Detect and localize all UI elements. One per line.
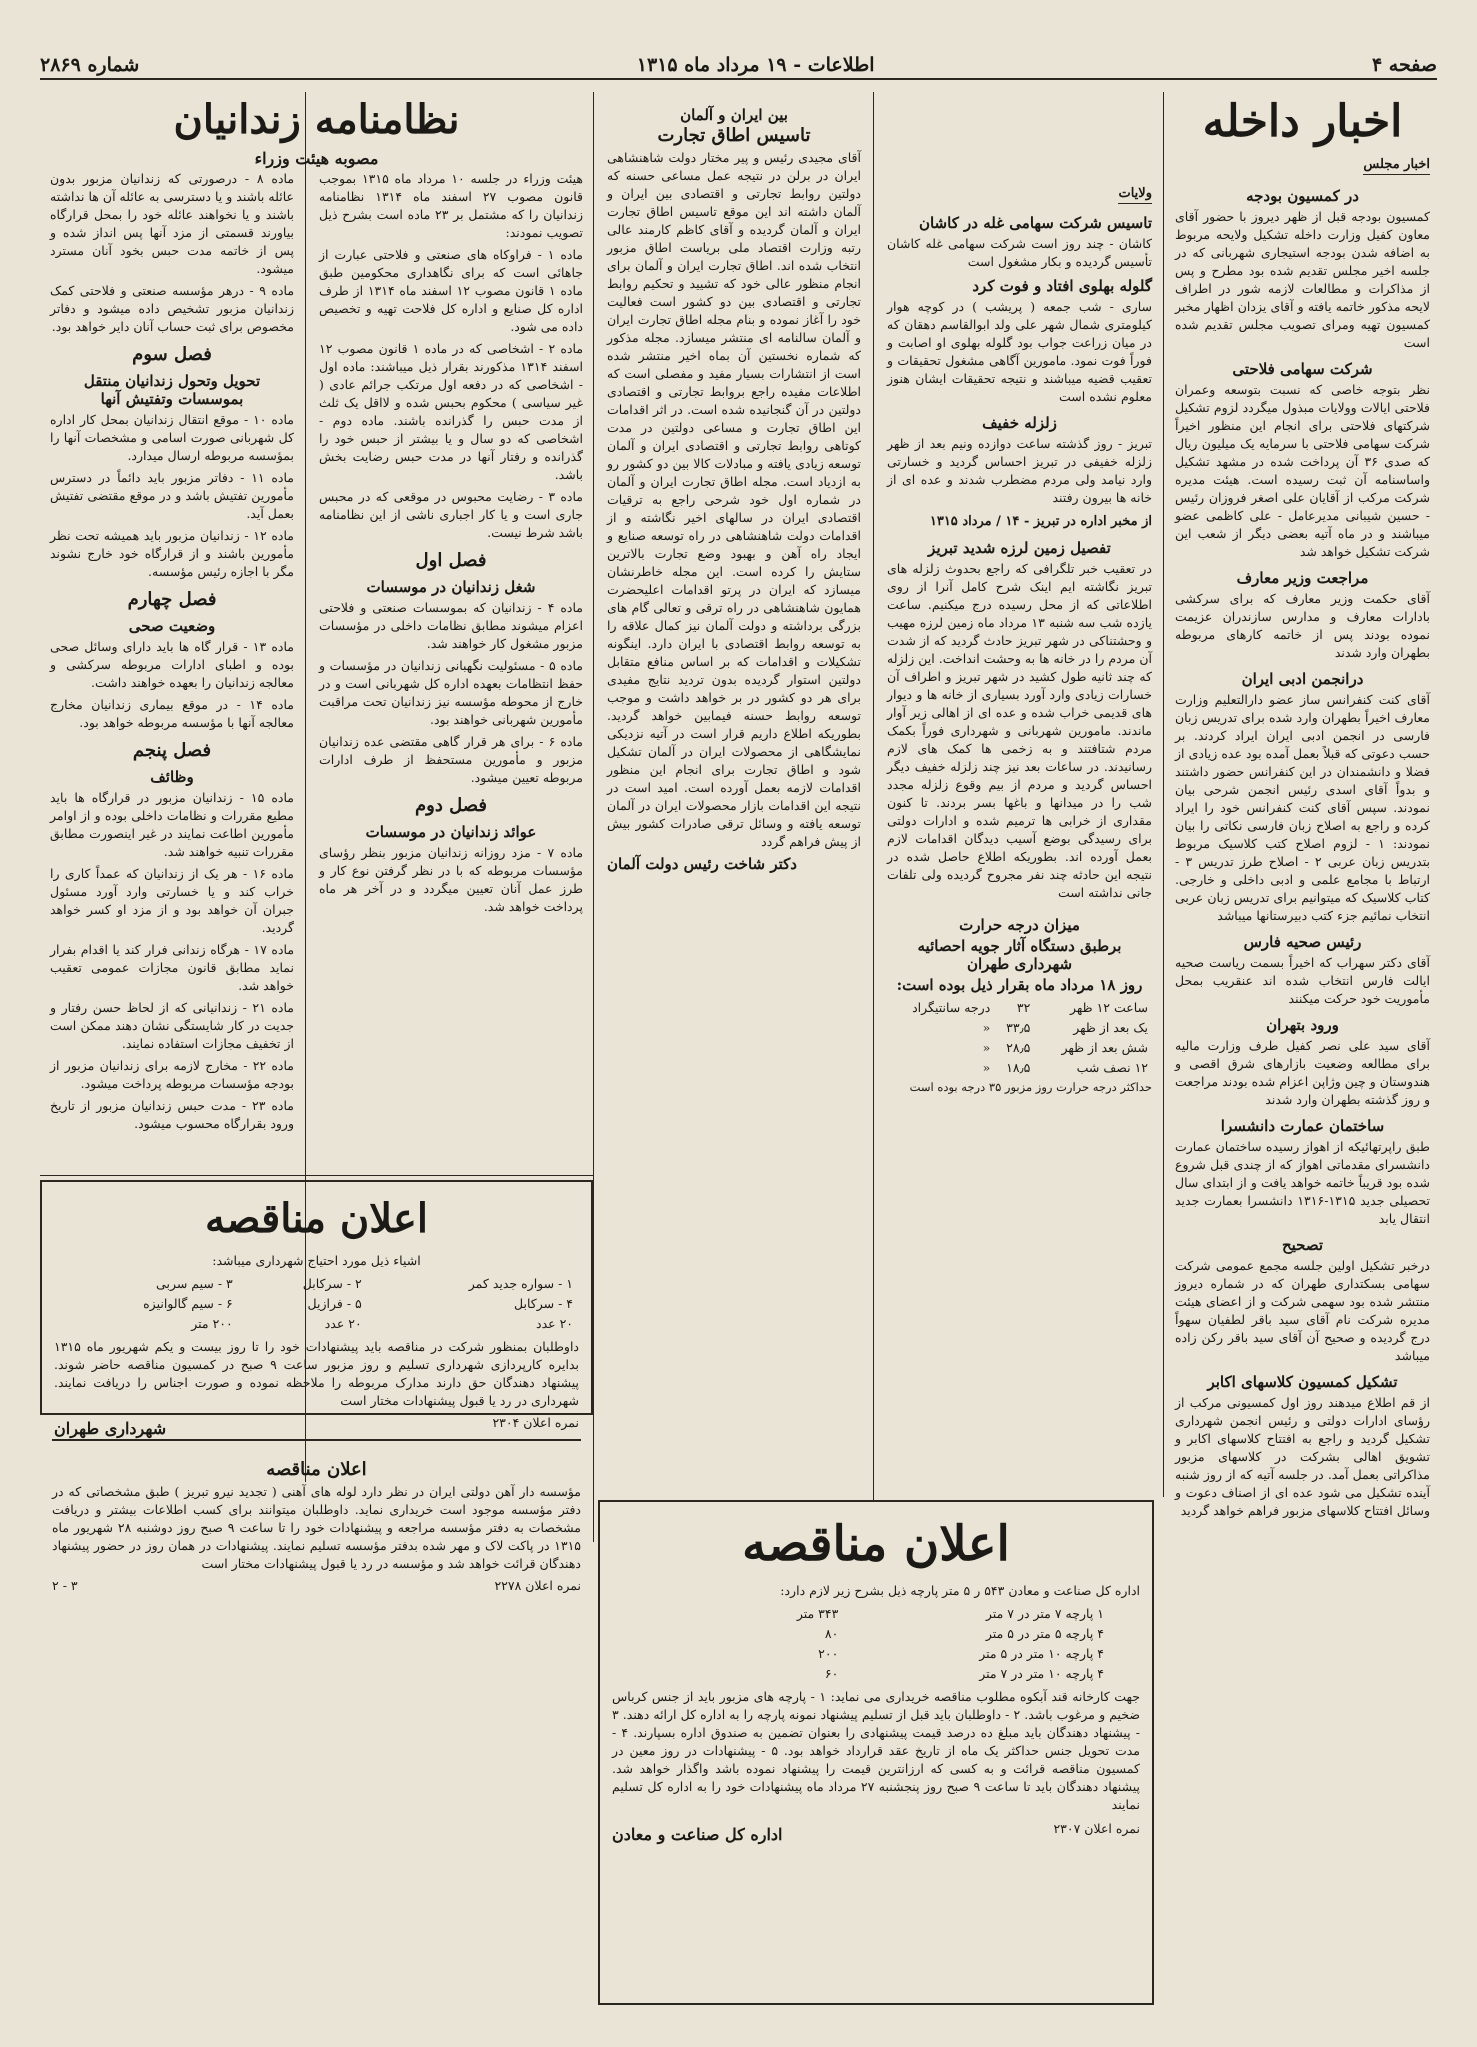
domestic-news-column [1165,90,1440,2040]
article-body: از قم اطلاع میدهند روز اول کمسیونی مرکب از رؤسای ادارات دولتی و رئیس انجمن شهرداری تشکیل گردید و راجع به افتتاح کلاسهای اکابر و تشویق اهالی بشرکت در کلاسهای مزبور مذاکراتی بعمل آمد. در جلسه آتیه که از روز شنبه آینده تشکیل می شود عده ای از اصناف دعوت و وسائل افتتاح کلاسهای مزبور فراهم خواهد گردید [1175,1395,1430,1518]
table-cell: ساعت ۱۲ ظهر [1069,1000,1148,1015]
table-cell: ۸۰ [824,1626,839,1641]
table-cell: یک بعد از ظهر [1073,1020,1148,1035]
regulation-subtitle: مصوبه هیئت وزراء [254,149,379,168]
table-row [54,1274,579,1294]
table-cell: ۳۳٫۵ [1006,1020,1031,1035]
regulation-article: ماده ۲ - اشخاصی که در ماده ۱ قانون مصوب ۱۲ اسفند ۱۳۱۴ مذکورند بقرار ذیل میباشند: ماده اول - اشخاصی که در دفعه اول مرتکب جرائم عادی ( غیر سیاسی ) محکوم بحبس شده و لااقل یک ثلث از مدت حبس را گذرانده باشند. ماده دوم - اشخاصی که دو سال و یا بیشتر از حبس خود را گذرانده و رفتار آنها در مدت حبس رضایت بخش باشد. [319,341,584,482]
tender-ad-municipality [40,1180,593,1438]
article-signature: دکتر شاخت رئیس دولت آلمان [607,855,797,873]
regulation-article: ماده ۸ - درصورتی که زندانیان مزبور بدون عائله باشند و یا دسترسی به عائله آن ها نداشته باشند و یا نخواهند عائله خود را بمحل قرارگاه بیاورند قسمتی از مزد آنها پس انداز شده و پس از خاتمه مدت حبس بخود آنان مسترد میشود. [50,171,295,276]
article-kicker: بین ایران و آلمان [680,106,788,124]
column-rule [873,92,874,1502]
section-tag: اخبار مجلس [1363,156,1430,175]
table-cell: « [982,1060,991,1075]
table-row [54,1314,579,1334]
table-row [740,1624,1110,1644]
ad-footer [52,1577,581,1595]
regulation-title: نظامنامه زندانیان [173,96,460,143]
dateline: از مخبر اداره در تبریز - ۱۴ / مرداد ۱۳۱۵ [929,514,1152,529]
article-body: در تعقیب خبر تلگرافی که راجع بحدوث زلزله های تبریز نگاشته ایم اینک شرح کامل آنرا از روی اطلاعاتی که از محل رسیده درج میکنیم. ساعت یازده شب سه شنبه ۱۳ مرداد ماه زمین لرزه مهیب و وحشتناکی در شهر تبریز حادث گردید که از شدت آن مردم را در خانه ها به وحشت انداخت. این زلزله که چند ثانیه طول کشید در شهر تبریز و اطراف آن خسارات زیادی وارد آورد بسیاری از خانه ها و دیوار های قدیمی خراب شده و عده ای از اهالی زیر آوار ماندند. مامورین شهربانی و شهرداری فوراً بکمک مردم شتافتند و به زخمی ها کمک های لازم رسانیدند. در ساعات بعد نیز چند زلزله خفیف دیگر احساس گردید و مردم از بیم وقوع زلزله مجدد شب را در میدانها و باغها بسر بردند. تا کنون مقداری از خرابی ها ترمیم شده و ادارات دولتی برای رسیدگی بوضع آسیب دیدگان اقدامات لازم بعمل آورده اند. بطوریکه اطلاع حاصل شده در نتیجه این حادثه چند نفر مجروح گردیده ولی تلفات جانی نداشته است [887,561,1152,900]
table-row [740,1664,1110,1684]
ad-title: اعلان مناقصه [742,1516,1010,1572]
table-cell: ۳۲ [1016,1000,1031,1015]
table-cell: « [982,1020,991,1035]
table-cell: ۲۰۰ متر [191,1316,233,1331]
regulation-article: ماده ۶ - برای هر قرار گاهی مقتضی عده زندانیان مزبور و مأمورین مستحفظ از طرف ادارات مربوطه تعیین میشود. [319,734,583,785]
temperature-date: روز ۱۸ مرداد ماه بقرار ذیل بوده است: [896,976,1143,994]
temperature-headline: میزان درجه حرارت [959,916,1080,934]
table-cell: ۲۰ عدد [536,1316,573,1331]
table-cell: ۴ پارچه ۱۰ متر در ۷ متر [979,1666,1104,1681]
article-headline: رئیس صحیه فارس [1243,933,1362,951]
provinces-column [877,90,1162,1500]
regulation-article: ماده ۱۵ - زندانیان مزبور در قرارگاه ها باید مطیع مقررات و نظامات داخلی بوده و از اوامر مأمورین اطاعت نمایند در غیر اینصورت مطابق مقررات تنبیه خواهند شد. [50,790,295,859]
article-headline: ورود بتهران [1266,1016,1339,1034]
table-cell: ۴ - سرکابل [514,1296,573,1311]
regulation-column-left [40,170,304,1170]
regulation-section-heading: فصل اول [415,550,487,571]
table-cell: ۴ پارچه ۵ متر در ۵ متر [985,1626,1104,1641]
regulation-article: ماده ۱۰ - موقع انتقال زندانیان بمحل کار اداره کل شهربانی صورت اسامی و مشخصات آنها را بمؤسسه مربوطه ارسال میدارد. [50,412,295,463]
regulation-article: ماده ۱ - فراوکاه های صنعتی و فلاحتی عبارت از جاهائی است که برای نگاهداری محکومین طبق ماده ۱ قانون مصوب ۱۲ اسفند ماه ۱۳۱۴ از طرف اداره کل صنایع و اداره کل فلاحت تهیه و تخصیص داده می شود. [319,247,584,334]
ad-code: ۳ - ۲ [52,1578,78,1593]
article-body: کاشان - چند روز است شرکت سهامی غله کاشان تأسیس گردیده و بکار مشغول است [887,236,1152,269]
article-headline: تفصیل زمین لرزه شدید تبریز [928,539,1111,557]
article-body: آقای سید علی نصر کفیل طرف وزارت مالیه برای مطالعه وضعیت بازارهای شرق اقصی و هندوستان و چین وژاپن اعزام شده بودند مراجعت و روز گذشته بطهران وارد شدند [1175,1038,1430,1107]
table-row [887,998,1152,1018]
ad-number: نمره اعلان ۲۳۰۷ [1053,1821,1140,1836]
ad-title: اعلان مناقصه [204,1195,429,1242]
table-cell: درجه سانتیگراد [912,1000,991,1015]
ad-footer [612,1820,1140,1844]
table-cell: « [982,1040,991,1055]
table-cell: ۱ - سواره جدید کمر [468,1276,573,1291]
table-row [54,1294,579,1314]
regulation-article: ماده ۱۲ - زندانیان مزبور باید همیشه تحت نظر مأمورین باشند و از قرارگاه خود خارج نشوند مگر با اجازه رئیس مؤسسه. [50,528,294,579]
article-headline: تشکیل کمسیون کلاسهای اکابر [1207,1373,1398,1391]
table-cell: ۲۰ عدد [324,1316,362,1331]
regulation-article: ماده ۱۴ - در موقع بیماری زندانیان مخارج معالجه آنها با مؤسسه مربوطه خواهد بود. [50,697,294,730]
regulation-article: ماده ۲۱ - زندانیانی که از لحاظ حسن رفتار و جدیت در کار شایستگی نشان دهند ممکن است از تخفیف مجازات استفاده نمایند. [50,1000,295,1051]
article-body: تبریز - روز گذشته ساعت دوازده ونیم بعد از ظهر زلزله خفیفی در تبریز احساس گردید و خسارتی وارد نیامد ولی مردم مضطرب شدند و عده ای از خانه ها بیرون رفتند [887,436,1152,505]
ad-intro: اداره کل صناعت و معادن ۵۴۳ ر ۵ متر پارچه ذیل بشرح زیر لازم دارد: [780,1583,1140,1598]
masthead [40,52,1437,80]
tender-ad-railway [40,1425,593,2005]
table-cell: ۱۲ نصف شب [1076,1060,1148,1075]
table-cell: ۱۸٫۵ [1006,1060,1031,1075]
regulation-article: ماده ۱۳ - قرار گاه ها باید دارای وسائل صحی بوده و اطبای ادارات مربوطه سرکشی و معالجه زندانیان را بعهده خواهند داشت. [50,639,294,690]
ad-items-table [740,1604,1110,1684]
table-cell: ۲ - سرکابل [302,1276,362,1291]
regulation-article: ماده ۱۶ - هر یک از زندانیان که عمداً کاری را خراب کند و یا خسارتی وارد آورد مسئول جبران آن خواهد بود و از مزد او کسر خواهد گردید. [50,866,294,935]
regulation-article: ماده ۱۱ - دفاتر مزبور باید دائماً در دسترس مأمورین تفتیش باشد و در موقع مقتضی تفتیش بعمل آید. [50,470,295,521]
article-body: کمسیون بودجه قبل از ظهر دیروز با حضور آقای معاون کفیل وزارت داخله تشکیل ولایحه مربوط به اضافه شدن بودجه استیجاری شهربانی که در جلسه اخیر مجلس تقدیم شده بود مطرح و پس از مذاکرات و مطالعات لازمه شور در اطراف لایحه مذکور خاتمه یافته و آقای یزدان اظهار مخبر کمسیون تهیه ومرای تصویب مجلس تقدیم شده است [1175,209,1430,350]
article-headline: تصحیح [1281,1236,1324,1254]
divider [52,1439,581,1441]
article-body: طبق راپرتهائیکه از اهواز رسیده ساختمان عمارت دانشسرای مقدماتی اهواز که از چندی قبل شروع شده بود قریباً خاتمه خواهد یافت و از ابتدای سال تحصیلی جدید ۱۳۱۵-۱۳۱۶ دانشسرا بعمارت جدید انتقال یابد [1175,1139,1430,1226]
ad-body: داوطلبان بمنظور شرکت در مناقصه باید پیشنهادات خود را تا روز بیست و یکم شهریور ماه ۱۳۱۵ بدایره کارپردازی شهرداری تسلیم و روز مزبور ساعت ۹ صبح در کمسیون مناقصه حاضر شوند. پیشنهاد دهندگان حق دارند مدارک مربوطه را ملاحظه نموده و صورت اجناس را دریافت نمایند. شهرداری در رد یا قبول پیشنهادات مختار است [54,1339,580,1408]
article-headline: شرکت سهامی فلاحتی [1232,360,1373,378]
article-body: آقای دکتر سهراب که اخیراً بسمت ریاست صحیه ایالت فارس انتخاب شده اند عنقریب بمحل مأموریت خود حرکت میکنند [1175,955,1430,1006]
article-body: آقای مجیدی رئیس و پیر مختار دولت شاهنشاهی ایران در برلن در نتیجه عمل مساعی حسنه که دولتین روابط تجارتی و اقتصادی بین ایران و آلمان داشته اند این موقع تاسیس اطاق تجارت ایران و آلمان گردیده و آقای کاظم کارمند عالی رتبه وزارت اقتصاد ملی بریاست اطاق مزبور انتخاب شده اند. اطاق تجارت ایران و آلمان برای انجام منظور عالی خود که تشیید و تحکیم روابط تجارتی و اقتصادی بین دو کشور است فعالیت خود را آغاز نموده و بنام مجله اطاق تجارت ایران و آلمان سالنامه ای منتشر میسازد. مجله مذکور که شماره نخستین آن بماه اخیر منتشر شده است از انتشارات بسیار مفید و مفصلی است که اطلاعات مفیده راجع بروابط تجارتی و اقتصادی دولتین در آن گنجانیده شده است. در اثر اقدامات این اطاق تجارت و مساعی دولتین در مدت کوتاهی روابط تجارتی و اقتصادی ایران و آلمان توسعه زیادی یافته و مبادلات کالا بین دو کشور رو به ازدیاد است. مجله اطاق تجارت ایران و آلمان در شماره اول خود شرحی راجع به ترقیات اقتصادی ایران در سالهای اخیر نگاشته و از اقدامات دولت شاهنشاهی در راه توسعه صنایع و ایجاد راه آهن و بهبود وضع تجارت بالاترین ستایش را کرده است. این مجله خاطرنشان میسازد که ایران در پرتو اقدامات اعلیحضرت همایون شاهنشاهی در راه ترقی و تعالی گام های بزرگی برداشته و دولت آلمان نیز کمال علاقه را به توسعه روابط اقتصادی با ایران دارد. اینگونه تشکیلات و اقدامات که بر اساس منافع متقابل دولتین استوار گردیده بدون تردید نتایج مفیدی برای هر دو کشور در بر خواهد داشت و موجب توسعه روابط حسنه فیمابین خواهد گردید. بطوریکه اطلاع داریم قرار است در آتیه نزدیکی نمایشگاهی از محصولات ایران در آلمان تشکیل شود و اطاق تجارت برای انجام این منظور اقدامات لازمه بعمل آورده است. امید است در نتیجه این اقدامات بازار محصولات ایران در آلمان توسعه یافته و وسائل ترقی صادرات کشور بیش از پیش فراهم گردد [607,150,861,849]
ad-number: نمره اعلان ۲۲۷۸ [494,1578,581,1593]
article-body: درخبر تشکیل اولین جلسه مجمع عمومی شرکت سهامی بسکتداری طهران که در شماره دیروز منتشر شده بود سهمی شرکت و از اعضای هیئت مدیره شرکت نام آقای سید باقر لطفیان سهواً درج گردیده و صحیح آن آقای سید باقر رکن زاده میباشد [1175,1258,1430,1363]
regulation-section-heading: تحویل وتحول زندانیان منتقل بموسسات وتفتیش آنها [83,372,261,408]
article-headline: تاسیس شرکت سهامی غله در کاشان [918,214,1152,232]
article-headline: زلزله خفیف [982,414,1057,432]
regulation-article: ماده ۹ - درهر مؤسسه صنعتی و فلاحتی کمک زندانیان مزبور تشخیص داده میشود و دفاتر مخصوص برای ثبت حساب آنان دایر خواهد بود. [50,283,295,334]
table-cell: ۲۰۰ [818,1646,839,1661]
regulation-section-heading: وضعیت صحی [128,617,216,635]
table-cell: ۵ - فرازیل [307,1296,362,1311]
article-body: آقای حکمت وزیر معارف که برای سرکشی بادارات معارف و مدارس سازندران عزیمت نموده بودند پس از خاتمه کارهای مربوطه بطهران وارد شدند [1175,591,1430,660]
regulation-article: ماده ۲۳ - مدت حبس زندانیان مزبور از تاریخ ورود بقرارگاه محسوب میشود. [50,1098,294,1131]
table-cell: شش بعد از ظهر [1061,1040,1148,1055]
article-headline: ساختمان عمارت دانشسرا [1220,1117,1385,1135]
ad-intro: اشیاء ذیل مورد احتیاج شهرداری میباشد: [212,1253,421,1268]
regulation-section-heading: شغل زندانیان در موسسات [366,578,536,596]
table-cell: ۳ - سیم سربی [156,1276,233,1291]
table-cell: ۶۰ [824,1666,839,1681]
column-rule [1163,92,1164,1497]
column-rule [593,92,594,1542]
regulation-article: ماده ۳ - رضایت محبوس در موقعی که در محبس جاری است و یا کار اجباری ناشی از این نظامنامه باشد شرط نیست. [319,489,584,540]
table-cell: ۳۴۳ متر [796,1606,839,1621]
regulation-section-heading: فصل چهارم [127,589,217,610]
ad-number: نمره اعلان ۲۳۰۴ [492,1415,579,1430]
issue-date: اطلاعات - ۱۹ مرداد ماه ۱۳۱۵ [636,54,875,76]
regulation-article: ماده ۴ - زندانیان که بموسسات صنعتی و فلاحتی اعزام میشوند مطابق نظامات داخلی در مؤسسات مزبور مشغول کار خواهند شد. [319,600,583,651]
article-body: ساری - شب جمعه ( پریشب ) در کوچه هوار کیلومتری شمال شهر علی ولد ابوالقاسم دهقان که در میان زراعت جواب بود گلوله بهلوی او اصابت و فوراً فوت نمود. مامورین آگاهی مشغول تحقیقات و تعقیب قضیه میباشند و نتیجه تحقیقات ایشان هنوز معلوم نشده است [887,299,1152,404]
ad-body: مؤسسه دار آهن دولتی ایران در نظر دارد لوله های آهنی ( تجدید نیرو تبریز ) طبق مشخصاتی که در دفتر مؤسسه موجود است خریداری نماید. داوطلبان میتوانند برای کسب اطلاعات بیشتر و دریافت مشخصات به دفتر مؤسسه مراجعه و پیشنهادات خود را تا ساعت ۹ صبح روز دوشنبه ۲۸ شهریور ماه ۱۳۱۵ در پاکت لاک و مهر شده بدفتر مؤسسه تسلیم نمایند. پیشنهادات در همان روز در حضور پیشنهاد دهندگان قرائت خواهد شد و مؤسسه در رد یا قبول پیشنهادات مختار است [52,1484,582,1571]
table-cell: ۲۸٫۵ [1006,1040,1031,1055]
ad-signature: اداره کل صناعت و معادن [612,1825,783,1844]
regulation-article: ماده ۷ - مزد روزانه زندانیان مزبور بنظر رؤسای مؤسسات مربوطه که با در نظر گرفتن نوع کار و طرز عمل آنان تعیین میگردد و در آخر هر ماه پرداخت خواهد شد. [319,845,584,914]
ad-body: جهت کارخانه قند آبکوه مطلوب مناقصه خریداری می نماید: ۱ - پارچه های مزبور باید از جنس کرباس ضخیم و مرغوب باشد. ۲ - داوطلبان باید قبل از تسلیم پیشنهاد نمونه پارچه را به اداره کل ارائه دهند. ۳ - پیشنهاد دهندگان باید مبلغ ده درصد قیمت پیشنهادی را بعنوان تضمین به صندوق اداره بسپارند. ۴ - مدت تحویل جنس حداکثر یک ماه از تاریخ عقد قرارداد خواهد بود. ۵ - پیشنهادات در روز معین در کمسیون مناقصه قرائت و به کسی که ارزانترین قیمت را پیشنهاد نموده باشد واگذار خواهد شد. پیشنهاد دهندگان باید تا ساعت ۹ صبح روز پنجشنبه ۲۷ مرداد ماه پیشنهادات خود را به اداره کل تسلیم نمایند [612,1689,1140,1812]
trade-column [597,90,871,1500]
tender-ad-industry [598,1500,1154,2005]
regulation-intro: هیئت وزراء در جلسه ۱۰ مرداد ماه ۱۳۱۵ بموجب قانون مصوب ۲۷ اسفند ماه ۱۳۱۴ نظامنامه زندانیان را که مشتمل بر ۲۳ ماده است بشرح ذیل تصویب نمودند: [319,171,584,240]
page-number: صفحه ۴ [1371,54,1437,76]
table-row [887,1058,1152,1078]
article-headline: درانجمن ادبی ایران [1241,670,1364,688]
regulation-column-right [309,170,593,1170]
section-tag: ولایات [1118,185,1152,204]
table-row [740,1644,1110,1664]
table-cell: ۶ - سیم گالوانیزه [143,1296,233,1311]
regulation-section-heading: فصل دوم [415,795,487,816]
article-headline: گلوله بهلوی افتاد و فوت کرد [972,277,1152,295]
regulation-articles [50,170,294,1133]
issue-number: شماره ۲۸۶۹ [40,54,140,76]
table-row [887,1018,1152,1038]
column-rule [40,1175,593,1176]
domestic-news-banner: اخبار داخله [1202,96,1403,147]
ad-items-table [54,1274,579,1334]
regulation-section-heading: عوائد زندانیان در موسسات [365,823,537,841]
regulation-article: ماده ۱۷ - هرگاه زندانی فرار کند یا اقدام بفرار نماید مطابق قانون مجازات عمومی تعقیب خواهد شد. [50,942,295,993]
regulation-section-heading: وظائف [150,768,194,786]
regulation-section-heading: فصل پنجم [132,740,212,761]
temperature-table [887,998,1152,1078]
table-cell: ۴ پارچه ۱۰ متر در ۵ متر [979,1646,1104,1661]
article-headline: مراجعت وزیر معارف [1236,569,1369,587]
article-body: نظر بتوجه خاصی که نسبت بتوسعه وعمران فلاحتی ایالات وولایات مبذول میگردد لزوم تشکیل شرکتهای فلاحتی برای انجام این منظور اخیراً شرکت سهامی فلاحتی با سرمایه یک میلیون ریال که صدی ۳۶ آن پرداخت شده در مشهد تشکیل واساسنامه آن ثبت رسیده است. هیئت مدیره شرکت مرکب از آقایان علی اصغر فروزان رئیس - حسین شیبانی مدیرعامل - علی کاظمی عضو میباشند و در ماه آتیه بعضی دیگر از شعب این شرکت تشکیل خواهد شد [1175,382,1430,559]
article-headline: تاسیس اطاق تجارت [657,125,811,146]
article-body: آقای کنت کنفرانس ساز عضو دارالتعلیم وزارت معارف اخیراً بطهران وارد شده برای تدریس زبان فارسی در انجمن ادبی ایران ایراد کردند. بر حسب دعوتی که قبلاً بعمل آمده بود عده زیادی از فضلا و دانشمندان در این کنفرانس حضور داشتند و بدواً آقای اسدی رئیس انجمن شرحی بیان نمودند. سپس آقای کنت کنفرانس خود را ایراد کرده و راجع به اصلاح زبان فارسی نکاتی را بیان نمودند: ۱ - لزوم اصلاح کتب کلاسیک مربوط بتدریس زبان عربی ۲ - اصلاح طرز تدریس ۳ - ارتباط با مجامع علمی و ادبی داخلی و خارجی. کتاب کلاسیک که میتوانیم برای تدریس زبان عربی انتخاب نمائیم جزء کتب دبیرستانها میباشد [1175,692,1430,923]
table-row [740,1604,1110,1624]
regulation-section-heading: فصل سوم [132,344,212,365]
regulation-article: ماده ۵ - مسئولیت نگهبانی زندانیان در مؤسسات و حفظ انتظامات بعهده اداره کل شهربانی است و در خارج از محوطه مؤسسه نیز زندانیان تحت مراقبت مأمورین شهربانی خواهند بود. [319,658,584,727]
ad-signature: شهرداری طهران [54,1419,167,1438]
table-row [887,1038,1152,1058]
table-cell: ۱ پارچه ۷ متر در ۷ متر [985,1606,1104,1621]
article-headline: در کمسیون بودجه [1246,187,1359,205]
temperature-note: حداکثر درجه حرارت روز مزبور ۳۵ درجه بوده است [909,1080,1152,1094]
temperature-subhead: برطبق دستگاه آثار جویه احصائیه شهرداری طهران [917,937,1122,973]
ad-title: اعلان مناقصه [266,1459,367,1480]
regulation-articles [319,246,583,916]
regulation-article: ماده ۲۲ - مخارج لازمه برای زندانیان مزبور از بودجه مؤسسات مربوطه پرداخت میشود. [50,1058,295,1091]
